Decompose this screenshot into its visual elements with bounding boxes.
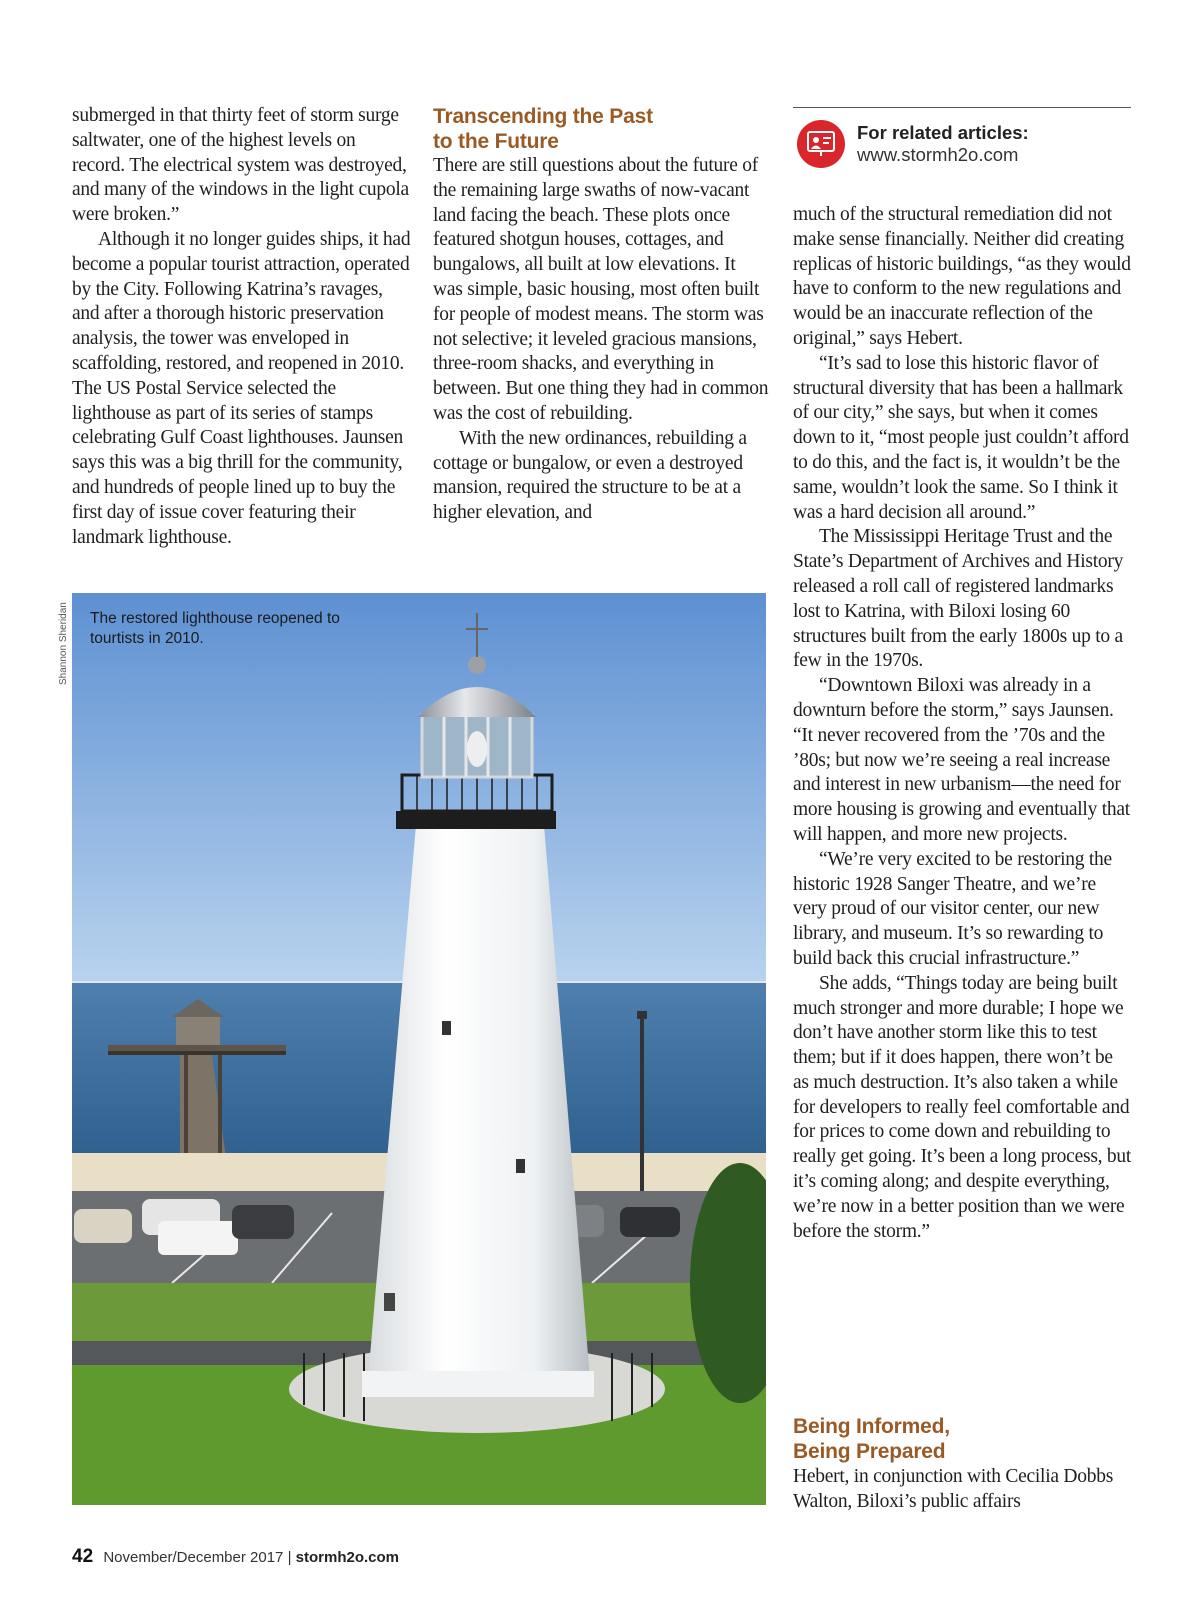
- photo-credit: Shannon Sheridan: [58, 602, 69, 685]
- paragraph: “We’re very excited to be restoring the historic 1928 Sanger Theatre, and we’re very proud of our visitor center, our new library, and museum. It’s so rewarding to build back this crucial infrastructure.”: [793, 848, 1112, 969]
- lighthouse-illustration: [72, 593, 766, 1505]
- paragraph: “It’s sad to lose this historic flavor of structural diversity that has been a hallmark of our city,” she says, but when it comes down to it, “most people just couldn’t afford to do this, and the fact is, it wouldn’t be the same, wouldn’t look the same. So I think it was a hard decision all around.”: [793, 352, 1129, 523]
- section-heading: [433, 104, 769, 154]
- section-heading-line: Being Prepared: [793, 1440, 946, 1463]
- paragraph: With the new ordinances, rebuilding a cottage or bungalow, or even a destroyed mansion, required the structure to be at a higher elevation, and: [433, 427, 747, 524]
- lighthouse-photo: [72, 593, 766, 1505]
- paragraph: The Mississippi Heritage Trust and the State’s Department of Archives and History released a roll call of registered landmarks lost to Katrina, with Biloxi losing 60 structures built from the early 1800s up to a few in the 1970s.: [793, 526, 1124, 672]
- photo-caption: The restored lighthouse reopened to tourtists in 2010.: [90, 610, 340, 647]
- paragraph: Although it no longer guides ships, it had become a popular tourist attraction, operated by the City. Following Katrina’s ravages, and after a thorough historic preservation analysis, the tower was enveloped in scaffolding, restored, and reopened in 2010. The US Postal Service selected the lighthouse as part of its series of stamps celebrating Gulf Coast lighthouses. Jaunsen says this was a big thrill for the community, and hundreds of people lined up to buy the first day of issue cover featuring their landmark lighthouse.: [72, 228, 411, 548]
- section-heading: [793, 1414, 1133, 1464]
- article-column-3: [793, 203, 1133, 1244]
- article-column-2: [433, 104, 769, 526]
- related-link[interactable]: www.stormh2o.com: [857, 144, 1019, 165]
- page-footer: [72, 1546, 399, 1568]
- paragraph: “Downtown Biloxi was already in a downturn before the storm,” says Jaunsen. “It never recovered from the ’70s and the ’80s; but now we’re seeing a real increase and interest in new urbanism—the need for more housing is growing and eventually that will happen, and more new projects.: [793, 675, 1130, 845]
- section-heading-line: to the Future: [433, 130, 559, 153]
- related-title: For related articles:: [857, 122, 1029, 143]
- page-number: 42: [72, 1546, 94, 1567]
- issue-date: November/December 2017: [103, 1549, 284, 1566]
- paragraph: There are still questions about the future of the remaining large swaths of now-vacant land facing the beach. These plots once featured shotgun houses, cottages, and bungalows, all built at low elevations. It was simple, basic housing, most often built for people of modest means. The storm was not selective; it leveled gracious mansions, three-room shacks, and everything in between. But one thing they had in common was the cost of rebuilding.: [433, 155, 769, 424]
- article-column-3-continued: [793, 1465, 1133, 1515]
- paragraph: She adds, “Things today are being built much stronger and more durable; I hope we don’t have another storm like this to test them; but if it does happen, there won’t be as much destruction. It’s also taken a while for developers to really feel comfortable and for prices to come down and rebuilding to really get going. It’s been a long process, but it’s coming along; and despite everything, we’re now in a better position than we were before the storm.”: [793, 972, 1132, 1242]
- footer-site[interactable]: stormh2o.com: [295, 1549, 400, 1566]
- paragraph: submerged in that thirty feet of storm surge saltwater, one of the highest levels on record. The electrical system was destroyed, and many of the windows in the light cupola were broken.”: [72, 105, 409, 226]
- article-column-1: [72, 104, 412, 550]
- section-heading-line: Being Informed,: [793, 1415, 950, 1438]
- paragraph: much of the structural remediation did not make sense financially. Neither did creating replicas of historic buildings, “as they would have to conform to the new regulations and would be an inaccurate reflection of the original,” says Hebert.: [793, 204, 1131, 349]
- related-articles-box: [793, 107, 1131, 178]
- paragraph: Hebert, in conjunction with Cecilia Dobbs Walton, Biloxi’s public affairs: [793, 1466, 1114, 1512]
- section-heading-line: Transcending the Past: [433, 105, 653, 128]
- people-presentation-icon: [797, 120, 845, 168]
- footer-separator: |: [287, 1549, 292, 1566]
